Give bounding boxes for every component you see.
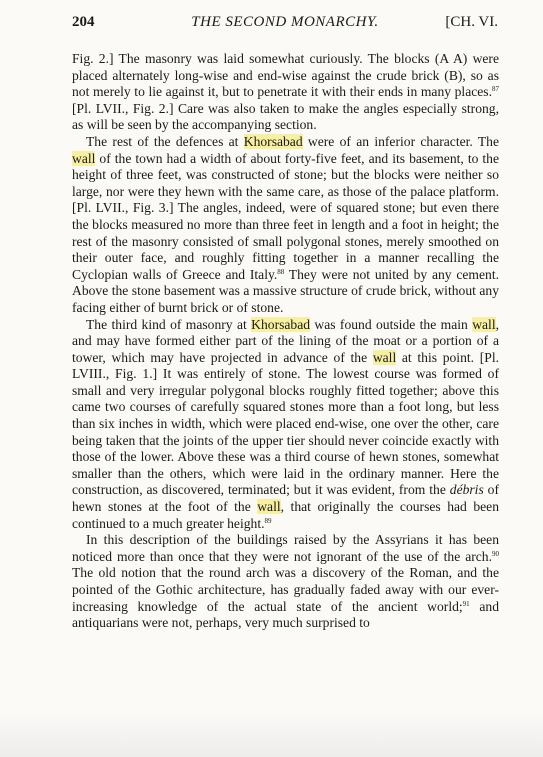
text-run: of the town had a width of about forty-five feet, and its basement, to the height of three feet, was constructed of stone; but the blocks were neither so large, nor were they hewn with the same care, as those of the palace platform. [Pl. LVII., Fig. 3.] The angles, indeed, were of squared stone; but even there the blocks measured no more than three feet in length and a foot in height; the rest of the masonry consisted of small polygonal stones, merely smoothed on their outer face, and roughly fitting together in a manner recalling the Cyclopian walls of Greece and Italy. [72,150,499,282]
footnote-ref: 91 [462,599,470,608]
page-number: 204 [72,14,95,30]
footnote-ref: 90 [492,549,499,558]
chapter-marker: [CH. VI. [445,14,498,30]
paragraph [72,317,499,533]
text-run: Fig. 2.] The masonry was laid somewhat curiously. The blocks (A A) were placed alternately long-wise and end-wise against the crude brick (B), so as not merely to lie against it, but to penetrate it with their ends in many places. [72,51,499,100]
footnote-ref: 87 [492,85,499,94]
search-highlight: wall [257,499,281,515]
text-run: The third kind of masonry at [86,316,252,332]
paragraph [72,134,499,317]
text-run: In this description of the buildings raised by the Assyrians it has been noticed more than once that they were not ignorant of the use of the arch. [72,532,499,564]
italic-term: débris [449,482,484,498]
text-run: and antiquarians were not, perhaps, very much surprised to [72,598,499,631]
text-run: were of an inferior character. The [302,133,499,149]
text-run: They were not united by any cement. Above the stone basement was a massive structure of crude brick, without any facing either of burnt brick or of stone. [72,266,499,315]
page-body [72,51,499,632]
text-run: , that originally the courses had been continued to a much greater height. [72,499,499,531]
search-highlight: Khorsabad [251,316,311,332]
text-run: of hewn stones at the foot of the [72,482,499,515]
text-run: The old notion that the round arch was a discovery of the Roman, and the pointed of the Gothic architecture, has gradually faded away with our ever-increasing knowledge of the actual state of the ancient world; [72,565,499,614]
running-header [72,14,498,36]
text-run: The rest of the defences at [86,133,244,149]
text-run: at this point. [Pl. LVIII., Fig. 1.] It was entirely of stone. The lowest course was formed of small and very irregular polygonal blocks roughly fitted together; above this came two courses of carefully squared stones more than a foot long, but less than six inches in width, which were placed end-wise, one over the other, care being taken that the joints of the upper tier should never coincide exactly with those of the lower. Above these was a third course of hewn stones, somewhat smaller than the others, which were laid in the ordinary manner. Here the construction, as discovered, terminated; but it was evident, from the [72,349,499,498]
search-highlight: wall [72,150,96,166]
search-highlight: wall [472,316,496,332]
footnote-ref: 88 [277,267,285,276]
running-title: THE SECOND MONARCHY. [191,14,379,30]
text-run: [Pl. LVII., Fig. 2.] Care was also taken to make the angles especially strong, as will be seen by the accompanying section. [72,100,499,133]
search-highlight: Khorsabad [243,133,303,149]
search-highlight: wall [372,349,397,365]
text-run: , and may have formed either part of the lining of the moat or a portion of a tower, which may have projected in advance of the [72,316,499,365]
paragraph [72,532,499,632]
footnote-ref: 89 [264,516,272,525]
scan-shadow [0,712,543,757]
text-run: was found outside the main [310,316,473,332]
paragraph [72,51,499,134]
